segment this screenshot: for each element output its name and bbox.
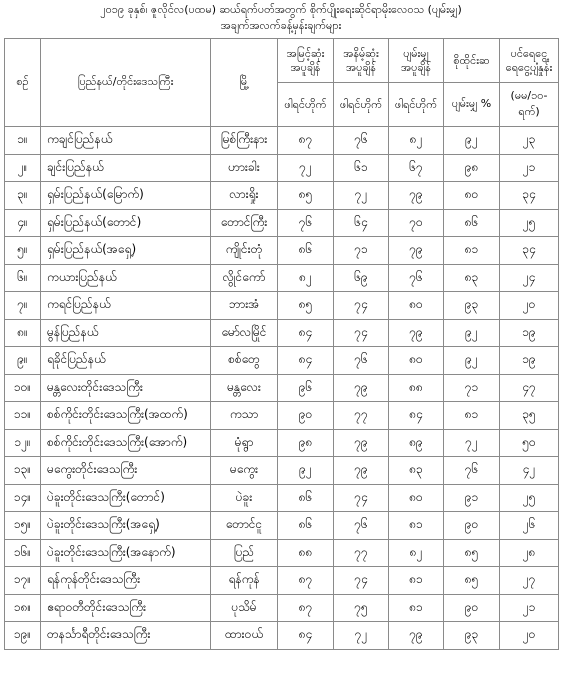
table-row [5, 209, 559, 237]
town-name: တောင်ငူ [211, 512, 278, 540]
table-row [5, 237, 559, 265]
table-row [5, 429, 559, 457]
humidity-value: ၇၂ [444, 429, 500, 457]
max-temp-value: ၇၂ [278, 154, 334, 182]
row-number: ၁၇။ [5, 567, 41, 595]
humidity-value: ၈၆ [444, 209, 500, 237]
avg-temp-value: ၈၁ [389, 512, 444, 540]
humidity-value: ၈၀ [444, 182, 500, 210]
humidity-value: ၉၂ [444, 319, 500, 347]
avg-temp-value: ၈၁ [389, 594, 444, 622]
table-row [5, 622, 559, 650]
min-temp-value: ၇၁ [334, 237, 389, 265]
row-number: ၁၀။ [5, 374, 41, 402]
town-name: ကျိုင်းတုံ [211, 237, 278, 265]
humidity-value: ၉၃ [444, 292, 500, 320]
row-number: ၈။ [5, 319, 41, 347]
region-name: ပဲခူးတိုင်းဒေသကြီး(အနောက်) [41, 539, 211, 567]
region-name: မကွေးတိုင်းဒေသကြီး [41, 457, 211, 485]
min-temp-value: ၇၆ [334, 127, 389, 155]
row-number: ၉။ [5, 347, 41, 375]
min-temp-value: ၇၉ [334, 429, 389, 457]
evaporation-value: ၃၄ [500, 182, 559, 210]
town-name: မုံရွာ [211, 429, 278, 457]
row-number: ၁။ [5, 127, 41, 155]
header-min-temp: အနိမ့်ဆုံးအပူချိန် [334, 39, 389, 83]
town-name: ပုသိမ် [211, 594, 278, 622]
document-title [0, 0, 562, 38]
row-number: ၂။ [5, 154, 41, 182]
avg-temp-value: ၈၂ [389, 539, 444, 567]
table-row [5, 292, 559, 320]
region-name: ပဲခူးတိုင်းဒေသကြီး(တောင်) [41, 484, 211, 512]
avg-temp-value: ၇၉ [389, 182, 444, 210]
unit-mm: (မမ/၁၀-ရက်) [500, 83, 559, 127]
humidity-value: ၉၃ [444, 622, 500, 650]
avg-temp-value: ၈၀ [389, 292, 444, 320]
min-temp-value: ၇၇ [334, 402, 389, 430]
town-name: ဟားခါး [211, 154, 278, 182]
table-row [5, 264, 559, 292]
town-name: မန္တလေး [211, 374, 278, 402]
table-row [5, 512, 559, 540]
evaporation-value: ၁၉ [500, 347, 559, 375]
row-number: ၁၆။ [5, 539, 41, 567]
humidity-value: ၉၂ [444, 347, 500, 375]
town-name: စစ်တွေ [211, 347, 278, 375]
region-name: ဧရာဝတီတိုင်းဒေသကြီး [41, 594, 211, 622]
row-number: ၁၄။ [5, 484, 41, 512]
row-number: ၁၂။ [5, 429, 41, 457]
max-temp-value: ၉၂ [278, 457, 334, 485]
max-temp-value: ၈၄ [278, 622, 334, 650]
humidity-value: ၉၀ [444, 594, 500, 622]
evaporation-value: ၂၆ [500, 512, 559, 540]
max-temp-value: ၇၆ [278, 209, 334, 237]
table-row [5, 457, 559, 485]
evaporation-value: ၄၂ [500, 457, 559, 485]
region-name: စစ်ကိုင်းတိုင်းဒေသကြီး(အောက်) [41, 429, 211, 457]
evaporation-value: ၂၇ [500, 567, 559, 595]
min-temp-value: ၆၄ [334, 209, 389, 237]
region-name: ရှမ်းပြည်နယ်(တောင်) [41, 209, 211, 237]
region-name: ရှမ်းပြည်နယ်(အရှေ့) [41, 237, 211, 265]
row-number: ၆။ [5, 264, 41, 292]
table-row [5, 319, 559, 347]
humidity-value: ၉၈ [444, 154, 500, 182]
evaporation-value: ၃၄ [500, 237, 559, 265]
header-humidity: စိုထိုင်းဆ [444, 39, 500, 83]
avg-temp-value: ၈၀ [389, 347, 444, 375]
table-row [5, 347, 559, 375]
max-temp-value: ၈၇ [278, 594, 334, 622]
avg-temp-value: ၇၉ [389, 622, 444, 650]
avg-temp-value: ၈၃ [389, 457, 444, 485]
region-name: ကရင်ပြည်နယ် [41, 292, 211, 320]
table-row [5, 594, 559, 622]
region-name: စစ်ကိုင်းတိုင်းဒေသကြီး(အထက်) [41, 402, 211, 430]
min-temp-value: ၇၉ [334, 374, 389, 402]
header-evaporation: ပင်ရေငွေ့ရေငွေ့ပျံနှုန်း [500, 39, 559, 83]
avg-temp-value: ၆၇ [389, 154, 444, 182]
title-line-2: အချက်အလက်ခန့်မှန်းချက်များ [220, 19, 342, 32]
region-name: ကယားပြည်နယ် [41, 264, 211, 292]
max-temp-value: ၉၈ [278, 429, 334, 457]
header-avg-temp: ပျမ်းမျှအပူချိန် [389, 39, 444, 83]
weather-table [4, 38, 559, 650]
max-temp-value: ၈၄ [278, 319, 334, 347]
humidity-value: ၉၂ [444, 127, 500, 155]
table-row [5, 374, 559, 402]
table-row [5, 402, 559, 430]
header-max-temp: အမြင့်ဆုံးအပူချိန် [278, 39, 334, 83]
humidity-value: ၈၅ [444, 567, 500, 595]
town-name: ကသာ [211, 402, 278, 430]
row-number: ၁၈။ [5, 594, 41, 622]
evaporation-value: ၂၀ [500, 292, 559, 320]
avg-temp-value: ၈၀ [389, 484, 444, 512]
humidity-value: ၇၁ [444, 374, 500, 402]
row-number: ၁၅။ [5, 512, 41, 540]
evaporation-value: ၃၅ [500, 402, 559, 430]
max-temp-value: ၈၈ [278, 539, 334, 567]
min-temp-value: ၇၅ [334, 594, 389, 622]
region-name: ရန်ကုန်တိုင်းဒေသကြီး [41, 567, 211, 595]
max-temp-value: ၈၅ [278, 182, 334, 210]
unit-fahrenheit: ဖါရင်ဟိုက် [334, 83, 389, 127]
humidity-value: ၈၁ [444, 402, 500, 430]
unit-percent: ပျမ်းမျှ % [444, 83, 500, 127]
avg-temp-value: ၈၁ [389, 567, 444, 595]
min-temp-value: ၆၁ [334, 154, 389, 182]
town-name: ပြည် [211, 539, 278, 567]
avg-temp-value: ၇၆ [389, 264, 444, 292]
evaporation-value: ၂၅ [500, 209, 559, 237]
row-number: ၇။ [5, 292, 41, 320]
town-name: ထားဝယ် [211, 622, 278, 650]
row-number: ၁၁။ [5, 402, 41, 430]
avg-temp-value: ၇၉ [389, 237, 444, 265]
table-row [5, 154, 559, 182]
max-temp-value: ၈၆ [278, 512, 334, 540]
town-name: ပဲခူး [211, 484, 278, 512]
evaporation-value: ၂၅ [500, 484, 559, 512]
humidity-value: ၈၃ [444, 264, 500, 292]
humidity-value: ၉၁ [444, 484, 500, 512]
max-temp-value: ၈၆ [278, 484, 334, 512]
min-temp-value: ၇၄ [334, 319, 389, 347]
region-name: ပဲခူးတိုင်းဒေသကြီး(အရှေ့) [41, 512, 211, 540]
avg-temp-value: ၈၄ [389, 402, 444, 430]
row-number: ၃။ [5, 182, 41, 210]
table-row [5, 567, 559, 595]
max-temp-value: ၈၂ [278, 264, 334, 292]
humidity-value: ၈၅ [444, 539, 500, 567]
min-temp-value: ၇၄ [334, 484, 389, 512]
region-name: တနင်္သာရီတိုင်းဒေသကြီး [41, 622, 211, 650]
town-name: မြစ်ကြီးနား [211, 127, 278, 155]
region-name: မန္တလေးတိုင်းဒေသကြီး [41, 374, 211, 402]
min-temp-value: ၇၂ [334, 182, 389, 210]
humidity-value: ၈၁ [444, 237, 500, 265]
region-name: ရှမ်းပြည်နယ်(မြောက်) [41, 182, 211, 210]
max-temp-value: ၉၀ [278, 402, 334, 430]
min-temp-value: ၇၂ [334, 622, 389, 650]
avg-temp-value: ၈၈ [389, 374, 444, 402]
min-temp-value: ၇၄ [334, 567, 389, 595]
town-name: လားရှိုး [211, 182, 278, 210]
evaporation-value: ၂၀ [500, 622, 559, 650]
max-temp-value: ၈၆ [278, 237, 334, 265]
max-temp-value: ၈၇ [278, 567, 334, 595]
title-line-1: ၂၀၁၉ ခုနှစ်၊ ဇူလိုင်လ(ပထမ) ဆယ်ရက်ပတ်အတွက် စိုက်ပျိုးရေးဆိုင်ရာမိုးလေဝသ (ပျမ်းမျှ) [100, 3, 462, 16]
header-town: မြို့ [211, 39, 278, 127]
town-name: တောင်ကြီး [211, 209, 278, 237]
evaporation-value: ၂၁ [500, 594, 559, 622]
min-temp-value: ၇၆ [334, 512, 389, 540]
unit-fahrenheit: ဖါရင်ဟိုက် [389, 83, 444, 127]
evaporation-value: ၅၀ [500, 429, 559, 457]
town-name: လွိုင်ကော် [211, 264, 278, 292]
table-row [5, 539, 559, 567]
avg-temp-value: ၈၉ [389, 429, 444, 457]
max-temp-value: ၈၅ [278, 292, 334, 320]
town-name: မကွေး [211, 457, 278, 485]
humidity-value: ၇၆ [444, 457, 500, 485]
header-region: ပြည်နယ်/တိုင်းဒေသကြီး [41, 39, 211, 127]
evaporation-value: ၂၄ [500, 264, 559, 292]
evaporation-value: ၂၁ [500, 154, 559, 182]
min-temp-value: ၇၉ [334, 457, 389, 485]
evaporation-value: ၂၈ [500, 539, 559, 567]
table-row [5, 127, 559, 155]
avg-temp-value: ၇၉ [389, 319, 444, 347]
row-number: ၁၉။ [5, 622, 41, 650]
humidity-value: ၉၀ [444, 512, 500, 540]
avg-temp-value: ၈၂ [389, 127, 444, 155]
min-temp-value: ၇၄ [334, 292, 389, 320]
evaporation-value: ၁၉ [500, 319, 559, 347]
town-name: ဘားအံ [211, 292, 278, 320]
table-row [5, 182, 559, 210]
max-temp-value: ၈၄ [278, 347, 334, 375]
table-row [5, 484, 559, 512]
evaporation-value: ၄၇ [500, 374, 559, 402]
region-name: မွန်ပြည်နယ် [41, 319, 211, 347]
row-number: ၅။ [5, 237, 41, 265]
max-temp-value: ၉၆ [278, 374, 334, 402]
row-number: ၄။ [5, 209, 41, 237]
region-name: ကချင်ပြည်နယ် [41, 127, 211, 155]
min-temp-value: ၇၆ [334, 347, 389, 375]
header-no: စဉ် [5, 39, 41, 127]
region-name: ချင်းပြည်နယ် [41, 154, 211, 182]
unit-fahrenheit: ဖါရင်ဟိုက် [278, 83, 334, 127]
max-temp-value: ၈၇ [278, 127, 334, 155]
min-temp-value: ၆၉ [334, 264, 389, 292]
evaporation-value: ၂၃ [500, 127, 559, 155]
town-name: မော်လမြိုင် [211, 319, 278, 347]
avg-temp-value: ၇၀ [389, 209, 444, 237]
town-name: ရန်ကုန် [211, 567, 278, 595]
region-name: ရခိုင်ပြည်နယ် [41, 347, 211, 375]
row-number: ၁၃။ [5, 457, 41, 485]
min-temp-value: ၇၇ [334, 539, 389, 567]
